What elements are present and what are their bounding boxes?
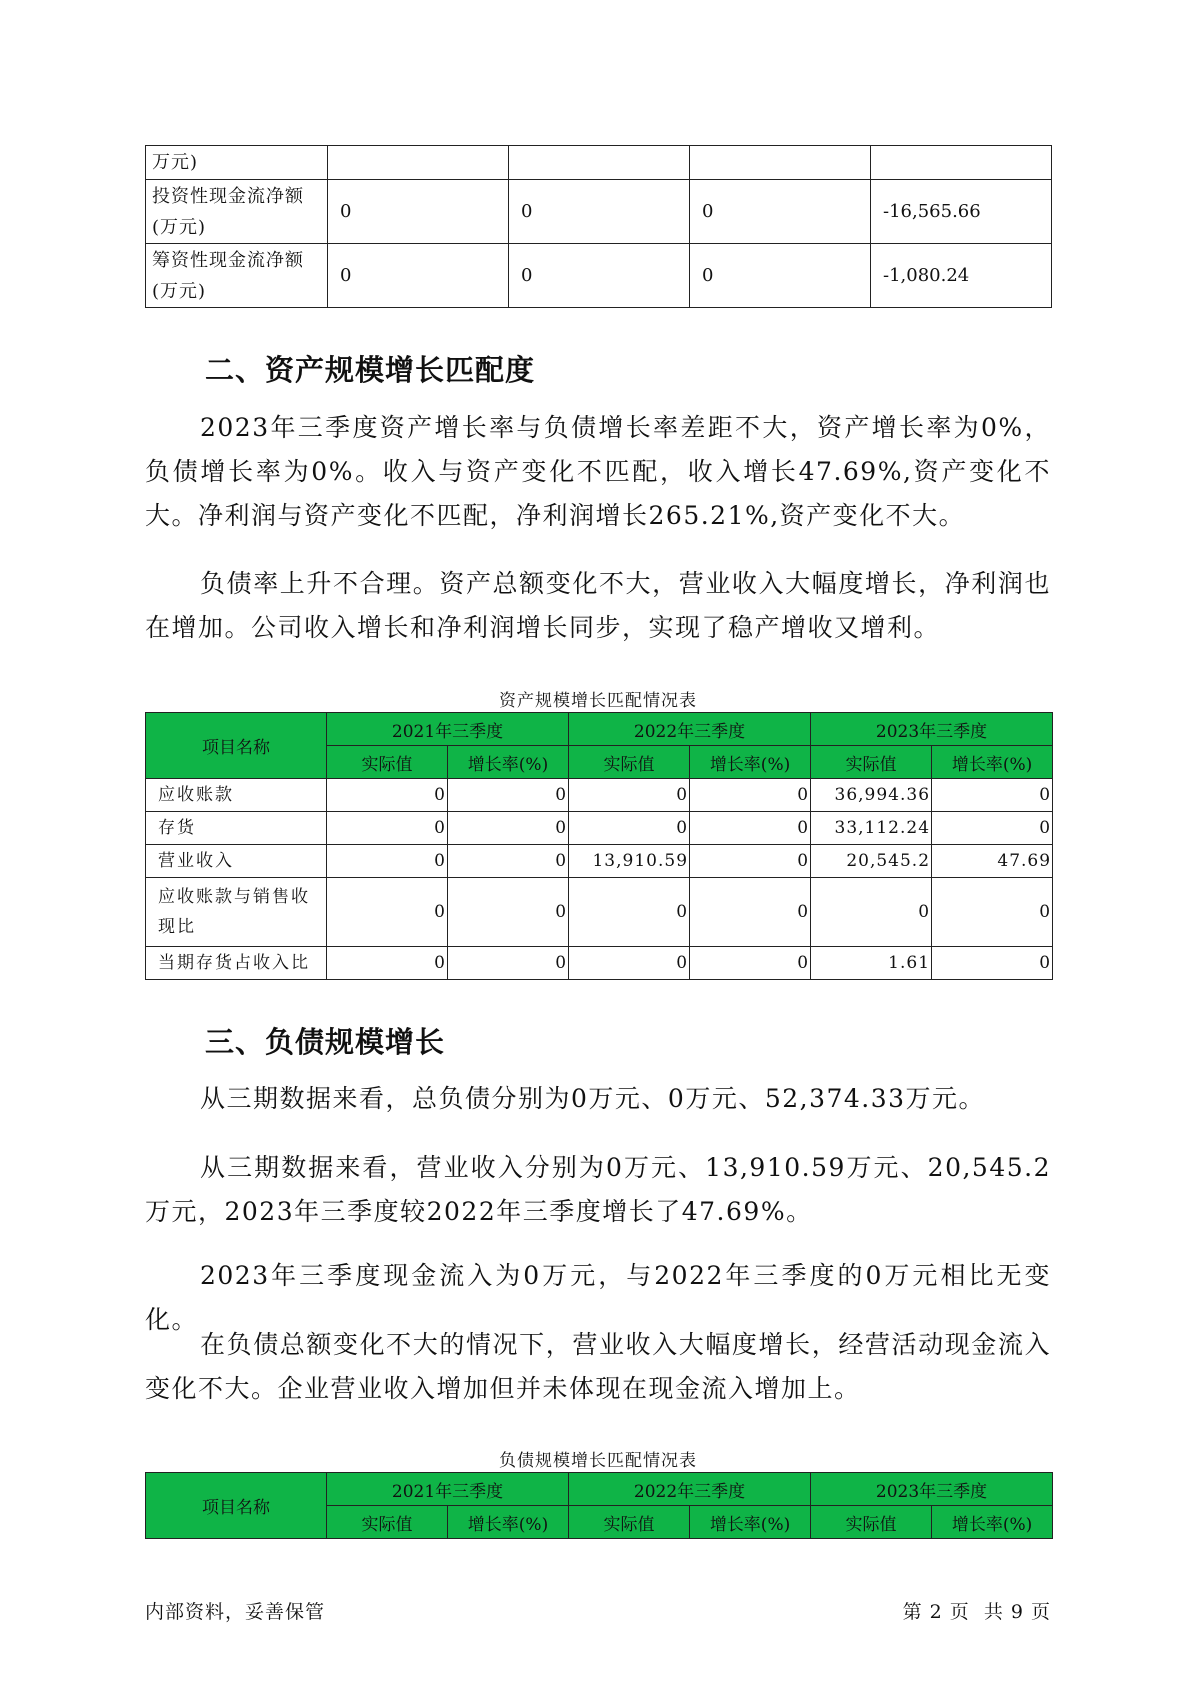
- column-header: 项目名称: [146, 713, 327, 779]
- table-row: [146, 779, 1053, 812]
- table-cell: 47.69: [932, 845, 1053, 878]
- row-label: 万元): [146, 146, 328, 180]
- table-cell: 0: [690, 878, 811, 947]
- table-cell: 0: [509, 180, 690, 244]
- column-header: 2022年三季度: [569, 713, 811, 746]
- asset-growth-table: [145, 712, 1053, 980]
- table-cell: [871, 146, 1052, 180]
- paragraph: 在负债总额变化不大的情况下，营业收入大幅度增长，经营活动现金流入变化不大。企业营业收入增加但并未体现在现金流入增加上。: [145, 1330, 1051, 1403]
- table-cell: 0: [932, 947, 1053, 980]
- debt-growth-table: [145, 1472, 1053, 1539]
- table-cell: 0: [690, 180, 871, 244]
- table-row: [146, 146, 1052, 180]
- table-cell: 0: [932, 878, 1053, 947]
- table-header-row: [146, 1473, 1053, 1506]
- table-cell: 0: [569, 812, 690, 845]
- table-cell: 20,545.2: [811, 845, 932, 878]
- column-header: 增长率(%): [448, 1506, 569, 1539]
- table-cell: 1.61: [811, 947, 932, 980]
- column-header: 2021年三季度: [327, 1473, 569, 1506]
- table-cell: 0: [448, 779, 569, 812]
- column-header: 实际值: [327, 746, 448, 779]
- column-header: 增长率(%): [448, 746, 569, 779]
- table-row: [146, 244, 1052, 308]
- table-cell: 0: [690, 779, 811, 812]
- column-header: 增长率(%): [932, 1506, 1053, 1539]
- row-label: 存货: [146, 812, 327, 845]
- table-row: [146, 878, 1053, 947]
- cashflow-table: [145, 145, 1052, 308]
- column-header: 增长率(%): [690, 1506, 811, 1539]
- column-header: 2023年三季度: [811, 713, 1053, 746]
- table-row: [146, 812, 1053, 845]
- column-header: 项目名称: [146, 1473, 327, 1539]
- row-label: 投资性现金流净额(万元): [146, 180, 328, 244]
- table-cell: 36,994.36: [811, 779, 932, 812]
- table-cell: [690, 146, 871, 180]
- table-header-row: [146, 713, 1053, 746]
- column-header: 增长率(%): [690, 746, 811, 779]
- table-cell: 0: [569, 779, 690, 812]
- column-header: 实际值: [811, 1506, 932, 1539]
- column-header: 2022年三季度: [569, 1473, 811, 1506]
- table-cell: 0: [932, 779, 1053, 812]
- row-label: 应收账款: [146, 779, 327, 812]
- table-caption: 负债规模增长匹配情况表: [499, 1451, 697, 1471]
- table-row: [146, 845, 1053, 878]
- table-cell: 0: [448, 812, 569, 845]
- table-cell: 0: [690, 845, 811, 878]
- table-cell: 0: [327, 812, 448, 845]
- row-label: 应收账款与销售收现比: [146, 878, 327, 947]
- table-cell: 0: [327, 845, 448, 878]
- column-header: 2023年三季度: [811, 1473, 1053, 1506]
- row-label: 筹资性现金流净额(万元): [146, 244, 328, 308]
- table-cell: 13,910.59: [569, 845, 690, 878]
- table-cell: 0: [327, 947, 448, 980]
- section-heading: 二、资产规模增长匹配度: [205, 353, 536, 387]
- table-cell: 0: [690, 812, 811, 845]
- table-cell: 0: [327, 878, 448, 947]
- column-header: 实际值: [569, 746, 690, 779]
- table-cell: 0: [448, 947, 569, 980]
- footer-confidential: 内部资料，妥善保管: [145, 1601, 326, 1623]
- table-cell: 0: [690, 947, 811, 980]
- column-header: 实际值: [327, 1506, 448, 1539]
- table-row: [146, 180, 1052, 244]
- paragraph: 2023年三季度资产增长率与负债增长率差距不大，资产增长率为0%，负债增长率为0%。收入与资产变化不匹配，收入增长47.69%,资产变化不大。净利润与资产变化不匹配，净利润增长265.21%,资产变化不大。: [145, 413, 1051, 530]
- table-cell: 0: [328, 244, 509, 308]
- row-label: 当期存货占收入比: [146, 947, 327, 980]
- table-cell: 0: [448, 845, 569, 878]
- table-cell: 33,112.24: [811, 812, 932, 845]
- table-cell: [509, 146, 690, 180]
- table-cell: 0: [690, 244, 871, 308]
- table-cell: 0: [932, 812, 1053, 845]
- table-cell: 0: [811, 878, 932, 947]
- paragraph: 负债率上升不合理。资产总额变化不大，营业收入大幅度增长，净利润也在增加。公司收入增长和净利润增长同步，实现了稳产增收又增利。: [145, 569, 1051, 642]
- table-cell: 0: [509, 244, 690, 308]
- paragraph: 从三期数据来看，总负债分别为0万元、0万元、52,374.33万元。: [200, 1084, 986, 1113]
- table-cell: 0: [328, 180, 509, 244]
- table-cell: 0: [569, 947, 690, 980]
- paragraph: 从三期数据来看，营业收入分别为0万元、13,910.59万元、20,545.2万元，2023年三季度较2022年三季度增长了47.69%。: [145, 1153, 1051, 1226]
- table-cell: -1,080.24: [871, 244, 1052, 308]
- footer-page-number: 第 2 页 共 9 页: [902, 1601, 1051, 1623]
- table-cell: 0: [569, 878, 690, 947]
- row-label: 营业收入: [146, 845, 327, 878]
- table-cell: 0: [327, 779, 448, 812]
- table-cell: [328, 146, 509, 180]
- table-cell: 0: [448, 878, 569, 947]
- table-row: [146, 947, 1053, 980]
- column-header: 实际值: [569, 1506, 690, 1539]
- paragraph: 2023年三季度现金流入为0万元，与2022年三季度的0万元相比无变化。: [145, 1261, 1051, 1334]
- column-header: 2021年三季度: [327, 713, 569, 746]
- table-cell: -16,565.66: [871, 180, 1052, 244]
- section-heading: 三、负债规模增长: [205, 1025, 446, 1059]
- column-header: 增长率(%): [932, 746, 1053, 779]
- column-header: 实际值: [811, 746, 932, 779]
- table-caption: 资产规模增长匹配情况表: [499, 691, 697, 711]
